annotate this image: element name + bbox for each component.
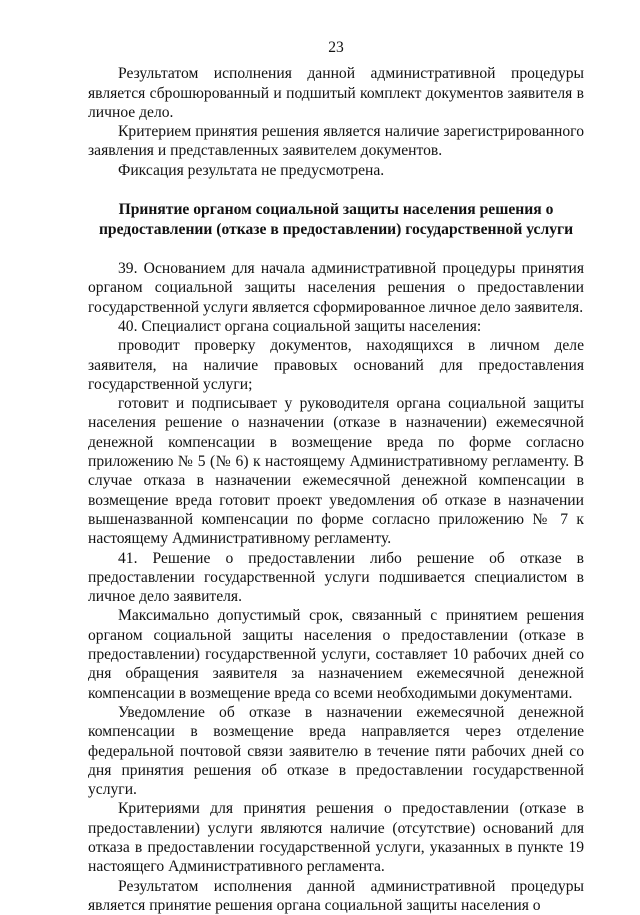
section-heading: Принятие органом социальной защиты населения решения о предоставлении (отказе в предоставлении) государственной услуги xyxy=(98,201,574,238)
paragraph-criteria: Критериями для принятия решения о предоставлении (отказе в предоставлении) услуги являются наличие (отсутствие) оснований для отказа в предоставлении государственной услуги, указанных в пункте 19 настоящего Административного регламента. xyxy=(88,800,584,876)
page-number: 23 xyxy=(328,39,344,56)
document-page xyxy=(88,38,584,915)
paragraph-result-final: Результатом исполнения данной административной процедуры является принятие решения органа социальной защиты населения о xyxy=(88,877,584,914)
paragraph-notification: Уведомление об отказе в назначении ежемесячной денежной компенсации в возмещение вреда направляется через отделение федеральной почтовой связи заявителю в течение пяти рабочих дней со дня принятия решения об отказе в предоставлении государственной услуги. xyxy=(88,703,584,799)
paragraph-40: 40. Специалист органа социальной защиты населения: xyxy=(118,317,482,335)
paragraph-result: Результатом исполнения данной административной процедуры является сброшюрованный и подшитый комплект документов заявителя в личное дело. xyxy=(88,65,584,121)
paragraph-41: 41. Решение о предоставлении либо решение об отказе в предоставлении государственной услуги подшивается специалистом в личное дело заявителя. xyxy=(88,549,584,606)
paragraph-criterion: Критерием принятия решения является наличие зарегистрированного заявления и представленных заявителем документов. xyxy=(88,123,584,160)
paragraph-fixation: Фиксация результата не предусмотрена. xyxy=(118,161,385,179)
paragraph-40-prepare: готовит и подписывает у руководителя органа социальной защиты населения решение о назначении (отказе в назначении) ежемесячной денежной компенсации в возмещение вреда по форме согласно приложению № 5 (№ 6) к настоящему Административному регламенту. В случае отказа в назначении ежемесячной денежной компенсации в возмещение вреда готовит проект уведомления об отказе в назначении вышеназванной компенсации по форме согласно приложению № 7 к настоящему Административному регламенту. xyxy=(88,395,584,548)
paragraph-39: 39. Основанием для начала административной процедуры принятия органом социальной защиты населения решения о предоставлении государственной услуги является сформированное личное дело заявителя. xyxy=(88,260,584,316)
paragraph-max-term: Максимально допустимый срок, связанный с принятием решения органом социальной защиты населения о предоставлении (отказе в предоставлении) государственной услуги, составляет 10 рабочих дней со дня обращения заявителя за назначением ежемесячной денежной компенсации в возмещение вреда со всеми необходимыми документами. xyxy=(88,607,584,702)
paragraph-40-check: проводит проверку документов, находящихся в личном деле заявителя, на наличие правовых оснований для предоставления государственной услуги; xyxy=(88,337,584,393)
